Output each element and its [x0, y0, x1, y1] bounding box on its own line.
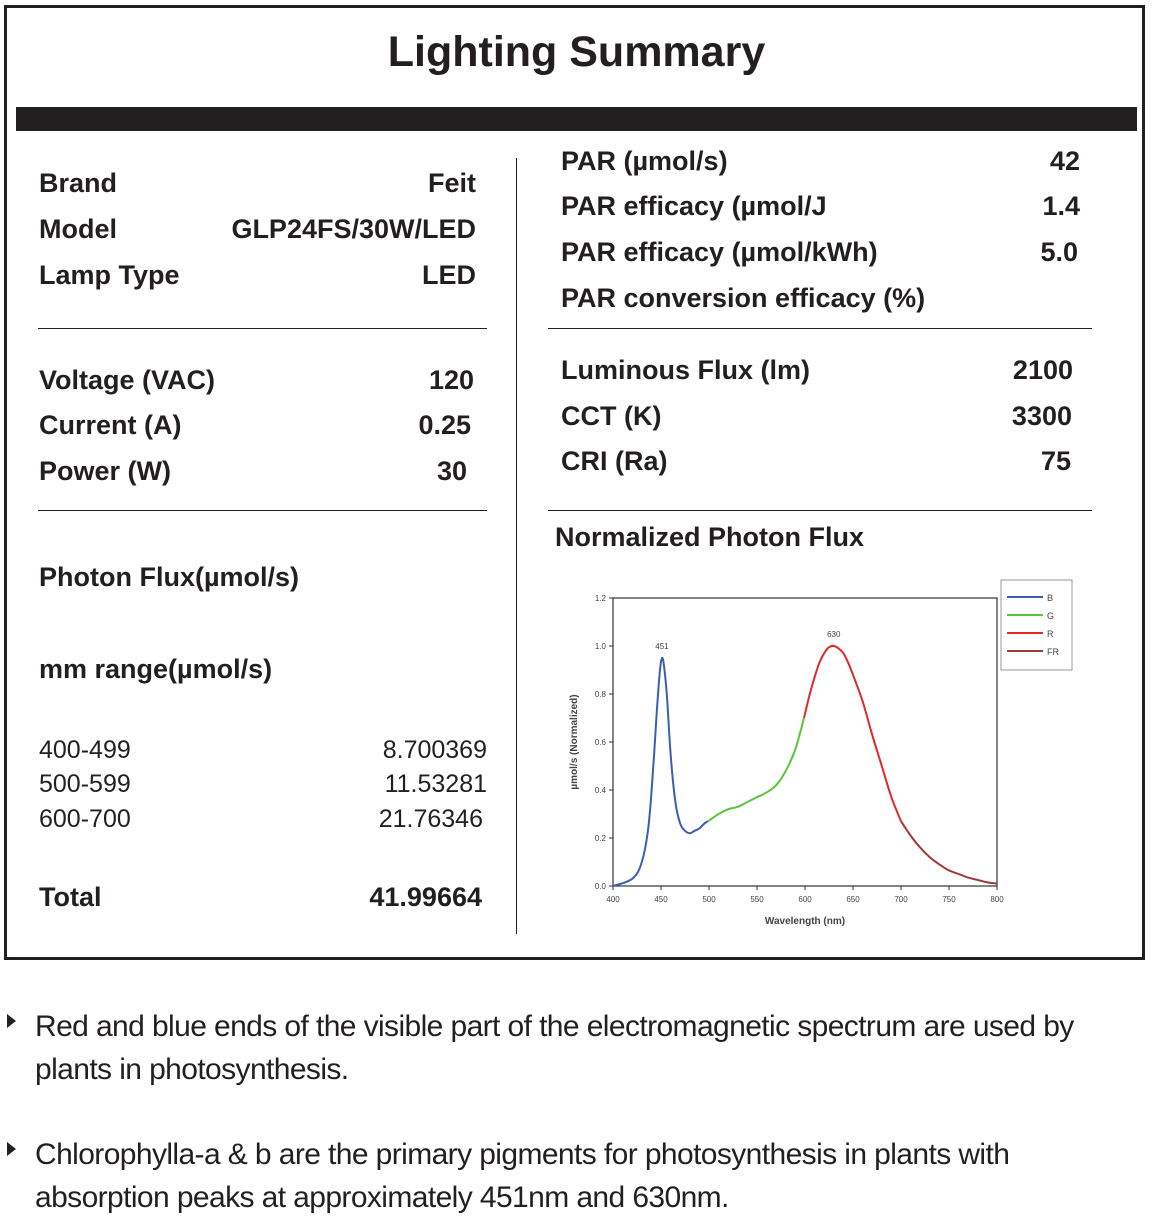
y-tick-label: 1.0: [594, 642, 606, 651]
lamp-type-label: Lamp Type: [39, 260, 180, 290]
x-tick-label: 450: [654, 895, 668, 904]
total-value: 41.99664: [369, 882, 482, 912]
x-tick-label: 800: [990, 895, 1004, 904]
luminous-flux-value: 2100: [1012, 355, 1073, 385]
title-divider-bar: [16, 107, 1137, 131]
x-tick-label: 600: [798, 895, 812, 904]
par-value: 42: [1049, 146, 1080, 176]
y-tick-label: 0.6: [594, 738, 606, 747]
cct-label: CCT (K): [561, 401, 662, 431]
x-tick-label: 650: [846, 895, 860, 904]
bullet-text: Red and blue ends of the visible part of the electromagnetic spectrum are used by plants in photosynthesis.: [35, 1010, 1074, 1086]
par-conversion-label: PAR conversion efficacy (%): [561, 283, 926, 313]
y-axis-label: µmol/s (Normalized): [569, 694, 580, 790]
photon-flux-heading: Photon Flux(µmol/s): [39, 562, 300, 592]
cri-value: 75: [1040, 446, 1071, 476]
cri-label: CRI (Ra): [561, 446, 668, 476]
x-axis-label: Wavelength (nm): [764, 916, 846, 927]
power-label: Power (W): [39, 456, 171, 486]
chart-title: Normalized Photon Flux: [555, 522, 865, 552]
total-label: Total: [39, 882, 102, 912]
x-tick-label: 750: [942, 895, 956, 904]
column-divider: [516, 158, 517, 934]
range-value: 21.76346: [378, 805, 483, 833]
legend-label: G: [1047, 611, 1055, 621]
model-label: Model: [39, 214, 117, 244]
series-line-b: [613, 658, 708, 886]
legend-label: FR: [1047, 647, 1059, 657]
y-tick-label: 1.2: [594, 594, 606, 603]
current-label: Current (A): [39, 410, 182, 440]
range-value: 8.700369: [382, 736, 487, 764]
par-efficacy-kwh-value: 5.0: [1040, 237, 1078, 267]
brand-value: Feit: [427, 168, 476, 198]
range-value: 11.53281: [384, 770, 487, 798]
bullet-text: Chlorophylla-a & b are the primary pigments for photosynthesis in plants with absorption peaks at approximately 451nm and 630nm.: [35, 1138, 1010, 1214]
bullet-arrow-icon: [7, 1142, 16, 1156]
y-tick-label: 0.8: [594, 690, 606, 699]
peak-label: 451: [655, 642, 669, 651]
cct-value: 3300: [1011, 401, 1072, 431]
par-label: PAR (µmol/s): [561, 146, 728, 176]
brand-label: Brand: [39, 168, 118, 198]
par-efficacy-kwh-label: PAR efficacy (µmol/kWh): [561, 237, 878, 267]
legend-label: R: [1047, 629, 1054, 639]
par-efficacy-j-value: 1.4: [1042, 191, 1080, 221]
divider: [548, 328, 1092, 329]
x-tick-label: 400: [606, 895, 620, 904]
range-label: 600-700: [39, 805, 131, 833]
lamp-type-value: LED: [422, 260, 476, 290]
divider: [38, 328, 487, 329]
range-label: 500-599: [39, 770, 131, 798]
bullet-arrow-icon: [7, 1014, 16, 1028]
photon-flux-chart: [560, 578, 1080, 938]
y-tick-label: 0.4: [594, 786, 606, 795]
range-heading: mm range(µmol/s): [39, 654, 273, 684]
range-label: 400-499: [39, 736, 131, 764]
series-line-g: [708, 718, 804, 821]
current-value: 0.25: [418, 410, 471, 440]
y-tick-label: 0.2: [594, 834, 606, 843]
divider: [38, 510, 487, 511]
legend-label: B: [1047, 593, 1054, 603]
page-title: Lighting Summary: [387, 28, 766, 76]
par-efficacy-j-label: PAR efficacy (µmol/J: [561, 191, 827, 221]
x-tick-label: 550: [750, 895, 764, 904]
peak-label: 630: [827, 630, 841, 639]
x-tick-label: 700: [894, 895, 908, 904]
power-value: 30: [436, 456, 467, 486]
divider: [548, 510, 1092, 511]
y-tick-label: 0.0: [594, 882, 606, 891]
series-line-r: [804, 646, 901, 821]
voltage-value: 120: [428, 365, 474, 395]
voltage-label: Voltage (VAC): [39, 365, 216, 395]
x-tick-label: 500: [702, 895, 716, 904]
luminous-flux-label: Luminous Flux (lm): [561, 355, 810, 385]
model-value: GLP24FS/30W/LED: [231, 214, 476, 244]
series-line-fr: [901, 821, 997, 883]
legend-box: [1001, 580, 1072, 670]
